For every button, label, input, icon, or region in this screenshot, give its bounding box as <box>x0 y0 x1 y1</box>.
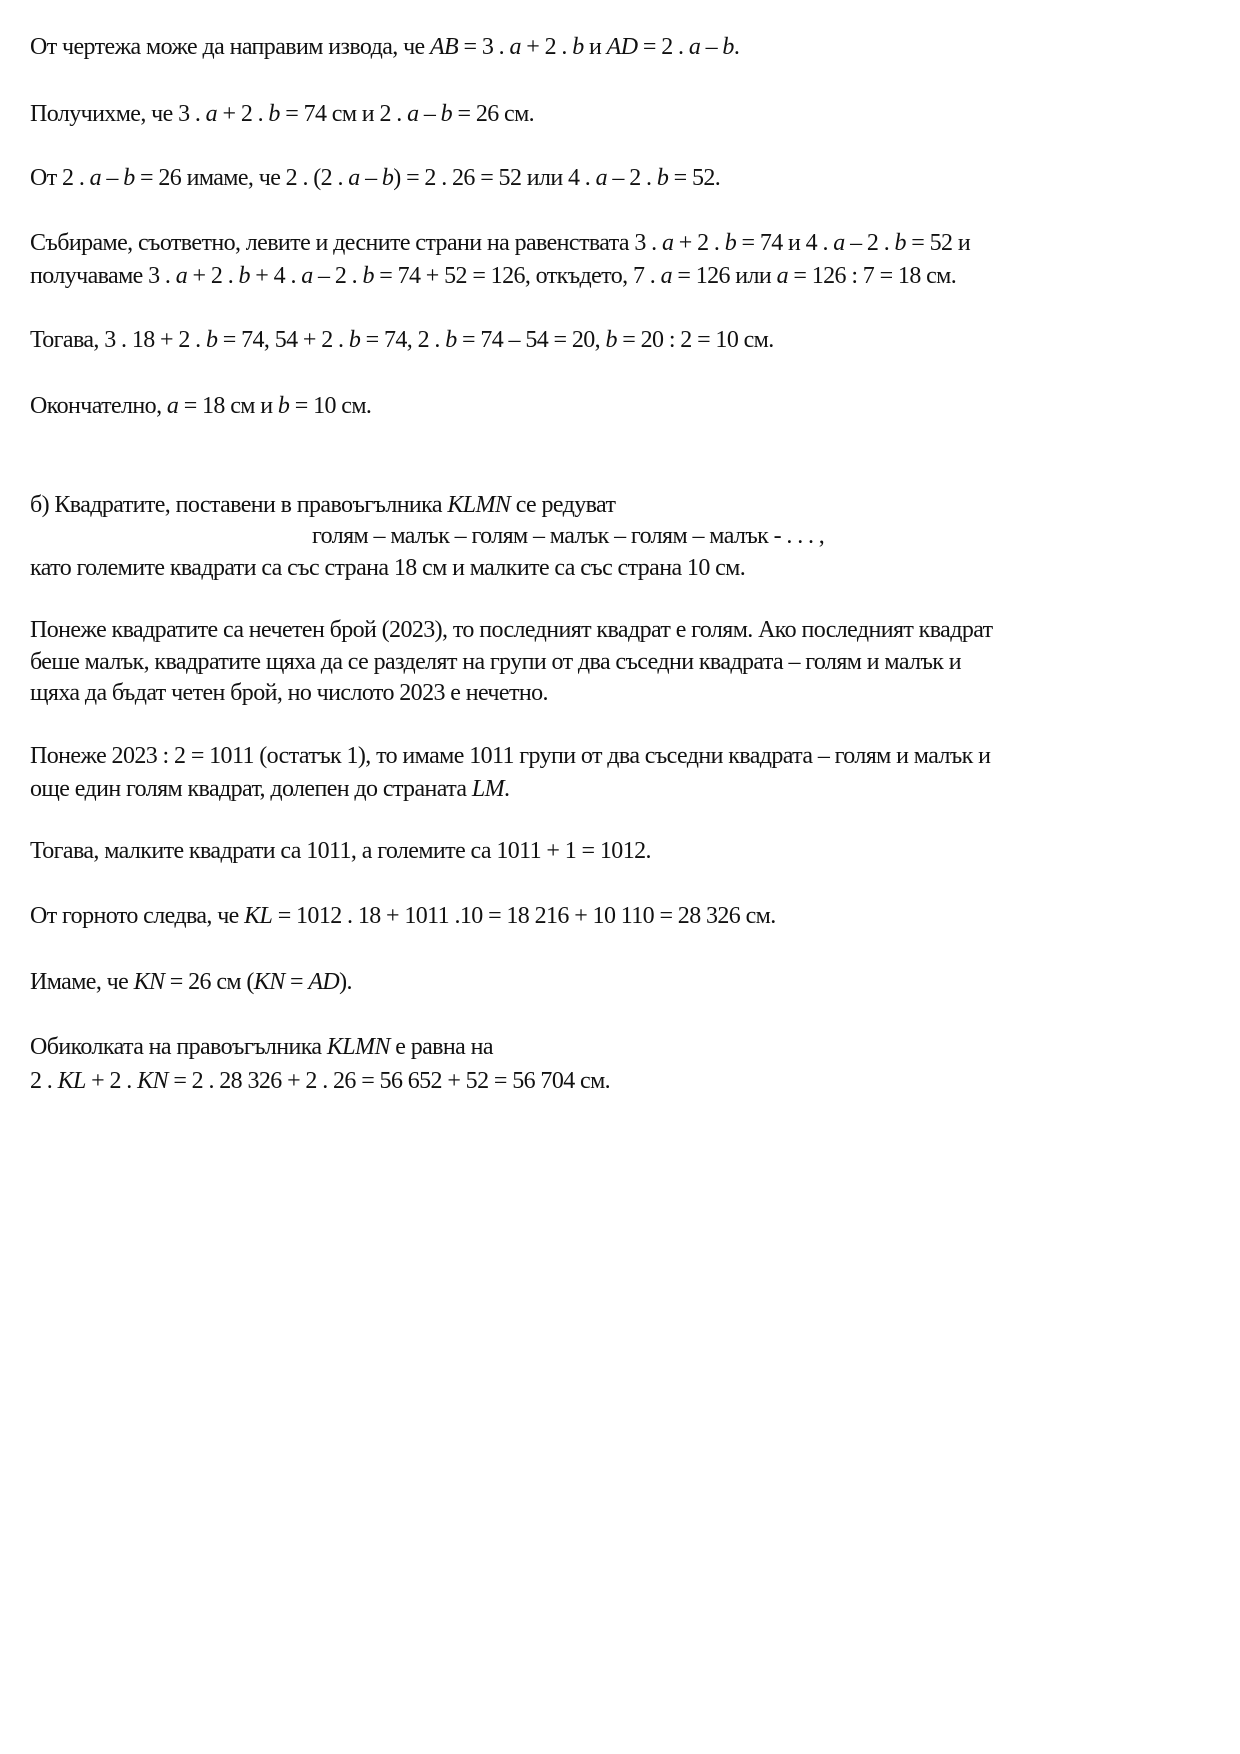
math-variable: a <box>89 165 102 191</box>
text-segment: щяха да бъдат четен брой, но числото 2023 е нечетно. <box>30 680 548 706</box>
text-line <box>30 1031 493 1063</box>
math-variable: a <box>348 165 360 191</box>
text-segment: = 20 : 2 = 10 см. <box>616 327 774 353</box>
text-segment: се редуват <box>510 492 616 518</box>
math-variable: a <box>776 263 788 289</box>
text-segment: = 74, 2 . <box>360 327 446 353</box>
text-line <box>30 31 739 63</box>
math-variable: a <box>301 263 313 289</box>
text-line <box>30 489 615 521</box>
text-line <box>30 900 776 932</box>
text-segment: ) = 2 . 26 = 52 или 4 . <box>393 165 596 191</box>
text-segment: – 2 . <box>607 165 657 191</box>
math-variable: b <box>362 263 374 289</box>
math-variable: a <box>833 230 845 256</box>
math-variable: b <box>445 327 457 353</box>
text-line <box>30 1065 610 1097</box>
math-variable: AD <box>606 34 638 60</box>
text-segment: = 74 и 4 . <box>736 230 834 256</box>
math-variable: b <box>123 165 135 191</box>
math-variable: b <box>894 230 906 256</box>
text-segment: голям – малък – голям – малък – голям – малък - . . . , <box>312 523 825 549</box>
math-variable: a <box>407 101 419 127</box>
math-variable: b <box>605 327 617 353</box>
text-line <box>30 98 534 130</box>
text-line <box>30 646 961 678</box>
text-line <box>30 835 651 867</box>
text-segment: От горното следва, че <box>30 903 245 929</box>
text-segment: Понеже квадратите са нечетен брой (2023), то последният квадрат е голям. Ако последният квадрат <box>30 617 993 643</box>
text-segment: . <box>503 776 510 802</box>
text-segment: – <box>418 101 441 127</box>
text-segment: Събираме, съответно, левите и десните страни на равенствата 3 . <box>30 230 662 256</box>
math-variable: b <box>724 230 737 256</box>
text-segment: и <box>583 34 607 60</box>
text-segment: – <box>359 165 382 191</box>
text-segment: още един голям квадрат, долепен до страната <box>30 776 472 802</box>
text-segment: като големите квадрати са със страна 18 см и малките са със страна 10 см. <box>30 555 746 581</box>
text-segment: = 74 + 52 = 126, откъдето, 7 . <box>373 263 661 289</box>
math-variable: a <box>688 34 701 60</box>
text-segment: ). <box>339 969 352 995</box>
math-variable: KN <box>253 969 285 995</box>
text-segment: + 2 . <box>673 230 725 256</box>
text-segment: + 4 . <box>249 263 302 289</box>
math-variable: b <box>381 165 394 191</box>
text-line <box>30 390 371 422</box>
text-segment: = 126 или <box>671 263 777 289</box>
text-segment: + 2 . <box>187 263 239 289</box>
math-variable: b <box>722 34 734 60</box>
text-line <box>30 324 774 356</box>
math-variable: a <box>660 263 672 289</box>
math-variable: AB <box>430 34 459 60</box>
math-variable: KN <box>133 969 165 995</box>
text-line <box>30 227 970 259</box>
text-segment: = 3 . <box>458 34 510 60</box>
math-variable: KL <box>244 903 273 929</box>
text-segment: = 2 . <box>637 34 689 60</box>
text-segment: + 2 . <box>217 101 269 127</box>
text-line <box>30 614 993 646</box>
text-line <box>30 260 956 292</box>
text-segment: От 2 . <box>30 165 90 191</box>
text-segment: Понеже 2023 : 2 = 1011 (остатък 1), то имаме 1011 групи от два съседни квадрата – голям и малък и <box>30 743 991 769</box>
math-variable: LM <box>471 776 504 802</box>
math-variable: b <box>572 34 584 60</box>
text-segment: получаваме 3 . <box>30 263 176 289</box>
text-segment: – <box>700 34 723 60</box>
math-variable: AD <box>308 969 340 995</box>
text-segment: От чертежа може да направим извода, че <box>30 34 430 60</box>
math-variable: b <box>268 101 280 127</box>
text-segment: = 74 – 54 = 20, <box>456 327 606 353</box>
text-line <box>30 552 745 584</box>
text-segment: Получихме, че 3 . <box>30 101 206 127</box>
text-segment: = 18 см и <box>178 393 278 419</box>
text-segment: = 26 см ( <box>164 969 254 995</box>
math-variable: b <box>440 101 453 127</box>
math-variable: a <box>661 230 674 256</box>
text-segment: = 74, 54 + 2 . <box>217 327 349 353</box>
text-line <box>30 773 509 805</box>
text-segment: – 2 . <box>844 230 895 256</box>
text-line <box>30 966 352 998</box>
math-variable: KN <box>137 1068 168 1094</box>
text-segment: + 2 . <box>520 34 573 60</box>
text-segment: = 1012 . 18 + 1011 .10 = 18 216 + 10 110 = 28 326 см. <box>272 903 776 929</box>
text-segment: Тогава, 3 . 18 + 2 . <box>30 327 206 353</box>
text-segment: . <box>733 34 740 60</box>
math-variable: b <box>238 263 250 289</box>
text-segment: = 126 : 7 = 18 см. <box>787 263 957 289</box>
text-line <box>312 520 824 552</box>
text-segment: = 52 и <box>905 230 971 256</box>
math-variable: a <box>595 165 608 191</box>
text-line <box>30 740 990 772</box>
text-segment: = 2 . 28 326 + 2 . 26 = 56 652 + 52 = 56 704 см. <box>167 1068 611 1094</box>
math-variable: a <box>205 101 218 127</box>
text-segment: Обиколката на правоъгълника <box>30 1034 327 1060</box>
text-segment: = 26 см. <box>452 101 535 127</box>
math-variable: KL <box>57 1068 86 1094</box>
text-segment: е равна на <box>389 1034 493 1060</box>
math-variable: b <box>348 327 361 353</box>
math-variable: KLMN <box>447 492 511 518</box>
text-segment: Тогава, малките квадрати са 1011, а големите са 1011 + 1 = 1012. <box>30 838 651 864</box>
text-segment: + 2 . <box>85 1068 138 1094</box>
text-segment: = <box>284 969 309 995</box>
text-segment: = 10 см. <box>289 393 372 419</box>
text-line <box>30 677 548 709</box>
text-segment: б) Квадратите, поставени в правоъгълника <box>30 492 448 518</box>
text-segment: Имаме, че <box>30 969 134 995</box>
math-variable: b <box>205 327 218 353</box>
text-segment: – <box>101 165 124 191</box>
text-segment: 2 . <box>30 1068 58 1094</box>
text-segment: = 52. <box>668 165 721 191</box>
text-segment: беше малък, квадратите щяха да се разделят на групи от два съседни квадрата – голям и малък и <box>30 649 962 675</box>
text-segment: – 2 . <box>312 263 363 289</box>
text-segment: = 26 имаме, че 2 . (2 . <box>134 165 349 191</box>
math-variable: a <box>166 393 179 419</box>
text-segment: Окончателно, <box>30 393 167 419</box>
math-variable: a <box>509 34 521 60</box>
math-variable: a <box>175 263 188 289</box>
text-segment: = 74 см и 2 . <box>279 101 408 127</box>
math-variable: KLMN <box>326 1034 390 1060</box>
math-variable: b <box>277 393 290 419</box>
text-line <box>30 162 720 194</box>
math-variable: b <box>656 165 669 191</box>
